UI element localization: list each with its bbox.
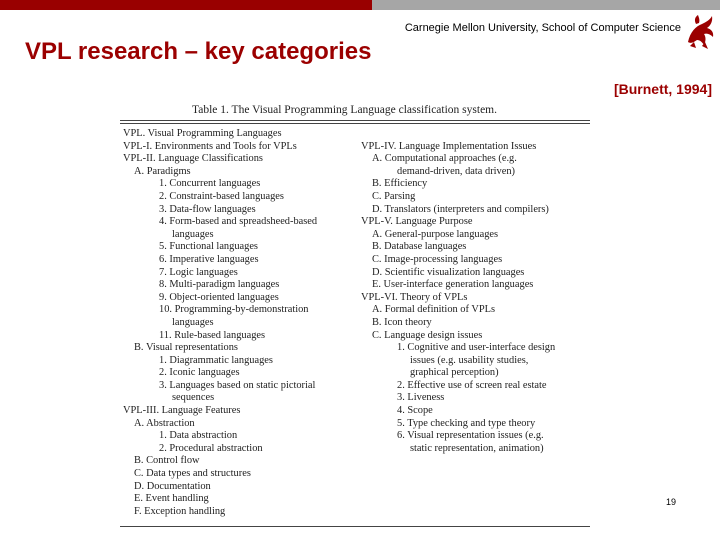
top-bar-red-segment	[0, 0, 372, 10]
left-row: C. Data types and structures	[134, 468, 251, 480]
slide-title: VPL research – key categories	[25, 38, 372, 65]
left-row: 1. Diagrammatic languages	[159, 354, 273, 366]
left-row: 5. Functional languages	[159, 241, 258, 253]
left-row: 9. Object-oriented languages	[159, 291, 279, 303]
right-row: B. Icon theory	[372, 316, 432, 328]
right-row: C. Parsing	[372, 190, 416, 202]
left-row: 2. Constraint-based languages	[159, 190, 284, 202]
institution-header: Carnegie Mellon University, School of Computer Science	[404, 22, 681, 34]
top-bar-gray-segment	[372, 0, 720, 10]
right-row: graphical perception)	[410, 367, 499, 379]
top-color-bar	[0, 0, 720, 10]
right-row	[361, 128, 591, 141]
left-row: sequences	[172, 392, 215, 404]
citation: [Burnett, 1994]	[613, 81, 712, 97]
right-row: A. Formal definition of VPLs	[372, 304, 496, 316]
left-row: B. Visual representations	[134, 342, 238, 354]
table-top-rule-double	[120, 123, 590, 124]
right-row: 6. Visual representation issues (e.g.	[397, 430, 544, 442]
table-top-rule	[120, 120, 590, 121]
left-row: 8. Multi-paradigm languages	[159, 279, 280, 291]
right-row: D. Translators (interpreters and compilers)	[372, 203, 549, 215]
left-row: A. Abstraction	[134, 417, 195, 429]
table-bottom-rule	[120, 526, 590, 527]
left-row: 10. Programming-by-demonstration	[159, 304, 309, 316]
left-row: languages	[172, 228, 214, 240]
right-row: B. Database languages	[372, 241, 467, 253]
right-row: 5. Type checking and type theory	[397, 417, 536, 429]
classification-table	[112, 102, 590, 530]
left-row: 1. Concurrent languages	[159, 178, 261, 190]
right-row: A. General-purpose languages	[372, 228, 499, 240]
right-row: 4. Scope	[397, 405, 433, 417]
left-row: F. Exception handling	[134, 505, 226, 517]
left-row: 7. Logic languages	[159, 266, 238, 278]
right-row: demand-driven, data driven)	[397, 165, 516, 177]
right-row: 3. Liveness	[397, 392, 445, 404]
table-right-column	[361, 128, 591, 455]
right-row: C. Image-processing languages	[372, 253, 503, 265]
right-row: VPL-VI. Theory of VPLs	[361, 291, 468, 303]
left-row: VPL-I. Environments and Tools for VPLs	[123, 140, 297, 152]
left-row: languages	[172, 316, 214, 328]
left-row: A. Paradigms	[134, 165, 191, 177]
left-row: D. Documentation	[134, 480, 211, 492]
left-row: 6. Imperative languages	[159, 253, 259, 265]
left-row: B. Control flow	[134, 455, 200, 467]
right-row: VPL-IV. Language Implementation Issues	[361, 140, 537, 152]
page-number: 19	[666, 497, 677, 507]
table-caption: Table 1. The Visual Programming Language classification system.	[192, 104, 497, 116]
right-row: static representation, animation)	[410, 442, 544, 454]
left-row: 2. Procedural abstraction	[159, 442, 263, 454]
right-row: E. User-interface generation languages	[372, 279, 534, 291]
left-row: VPL. Visual Programming Languages	[123, 128, 282, 139]
right-row: VPL-V. Language Purpose	[361, 216, 473, 228]
griffin-logo-icon	[682, 12, 716, 52]
left-row: E. Event handling	[134, 493, 209, 505]
left-row: VPL-III. Language Features	[123, 405, 241, 417]
right-row: 1. Cognitive and user-interface design	[397, 342, 556, 354]
right-row: 2. Effective use of screen real estate	[397, 379, 547, 391]
right-row: D. Scientific visualization languages	[372, 266, 525, 278]
left-row: 3. Languages based on static pictorial	[159, 379, 316, 391]
right-row: B. Efficiency	[372, 178, 428, 190]
left-row: VPL-II. Language Classifications	[123, 153, 263, 165]
left-row: 2. Iconic languages	[159, 367, 240, 379]
left-row: 11. Rule-based languages	[159, 329, 266, 341]
table-left-column	[123, 128, 358, 518]
right-row: A. Computational approaches (e.g.	[372, 153, 517, 165]
left-row: 4. Form-based and spreadsheed-based	[159, 216, 318, 228]
right-row: issues (e.g. usability studies,	[410, 354, 529, 366]
left-row: 1. Data abstraction	[159, 430, 238, 442]
right-row: C. Language design issues	[372, 329, 483, 341]
left-row: 3. Data-flow languages	[159, 203, 256, 215]
